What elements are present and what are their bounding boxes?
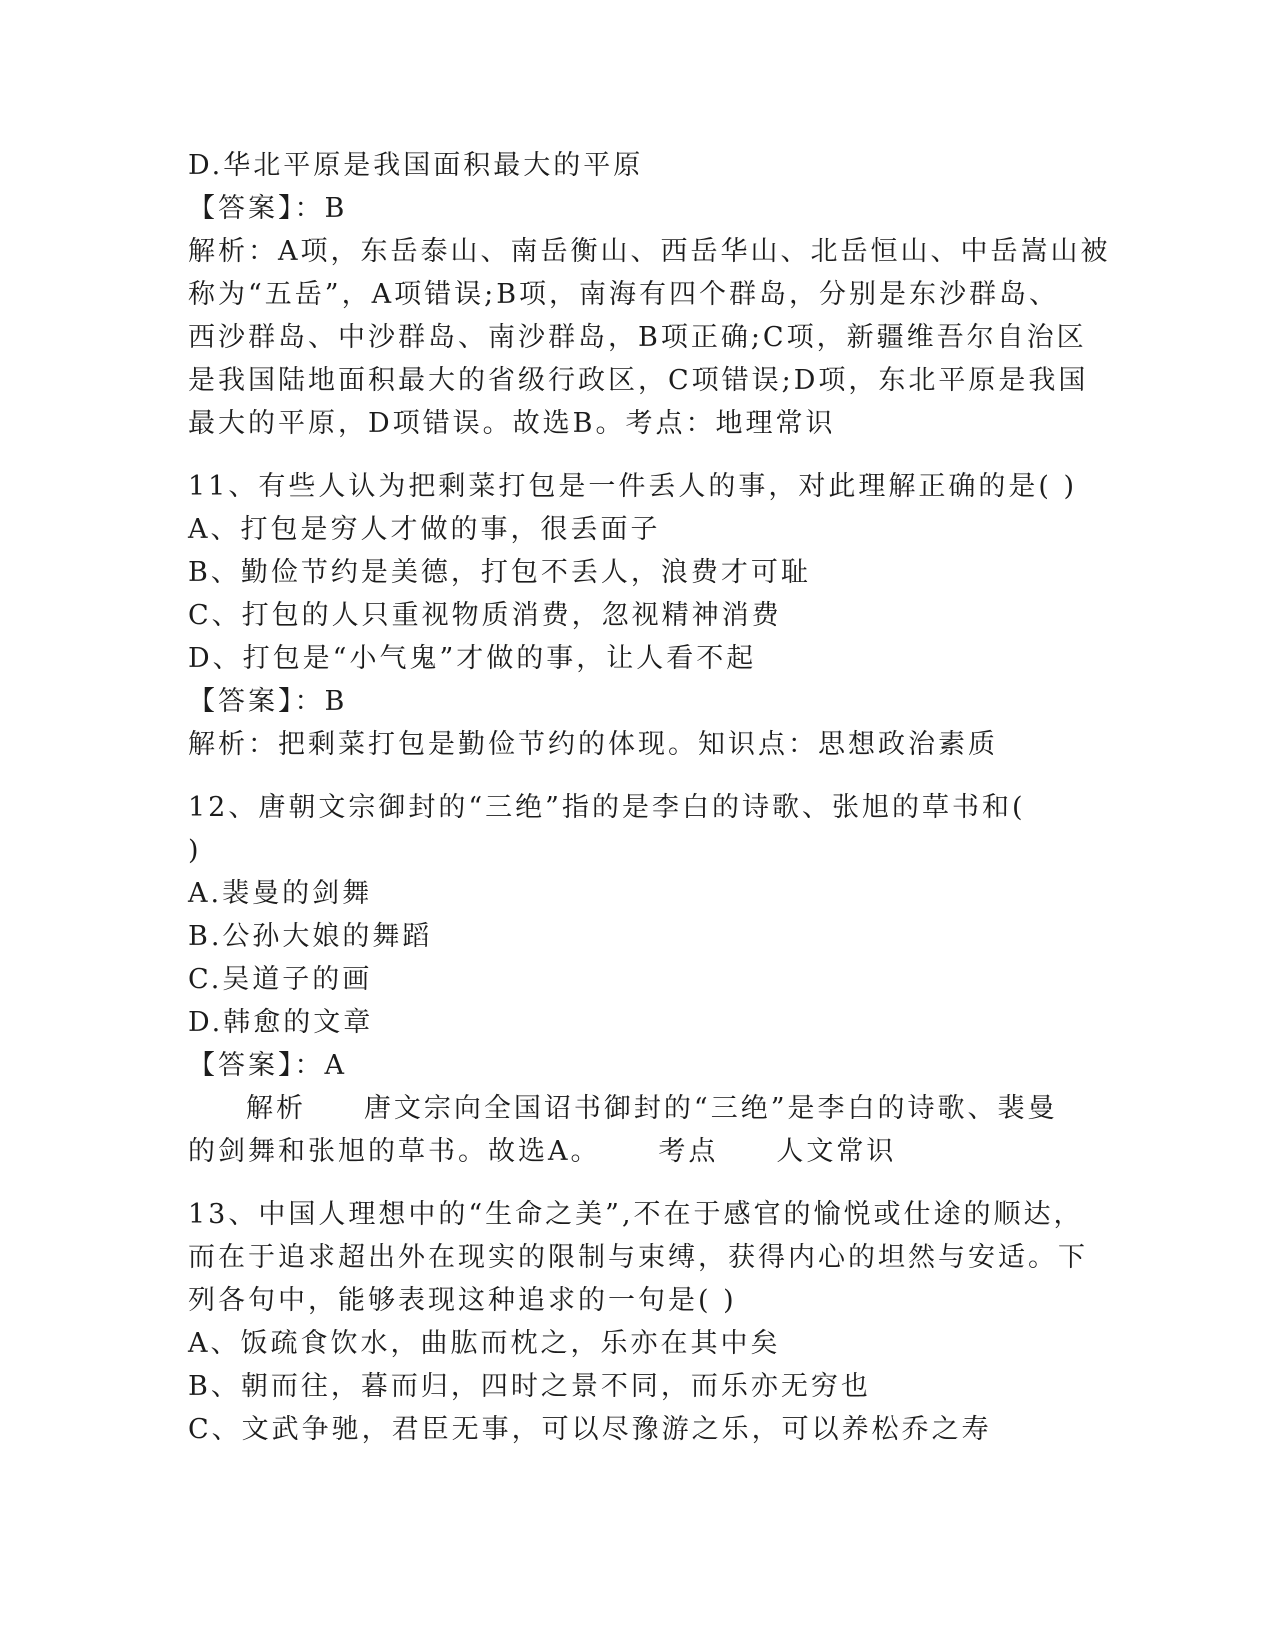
q11-question: 11、有些人认为把剩菜打包是一件丢人的事，对此理解正确的是( ) bbox=[188, 471, 1078, 502]
q13-question-line: 而在于追求超出外在现实的限制与束缚，获得内心的坦然与安适。下 bbox=[188, 1242, 1088, 1273]
q10-analysis-line: 是我国陆地面积最大的省级行政区，C项错误;D项，东北平原是我国 bbox=[188, 365, 1089, 396]
q10-answer: 【答案】：B bbox=[188, 193, 348, 224]
q11-option-d: D、打包是“小气鬼”才做的事，让人看不起 bbox=[188, 643, 757, 674]
spacer bbox=[188, 445, 1088, 465]
q11-answer: 【答案】：B bbox=[188, 686, 348, 717]
question-12 bbox=[188, 786, 1088, 1173]
spacer bbox=[188, 1173, 1088, 1193]
q13-question-line: 13、中国人理想中的“生命之美”,不在于感官的愉悦或仕途的顺达， bbox=[188, 1199, 1084, 1230]
q10-analysis-line: 西沙群岛、中沙群岛、南沙群岛，B项正确;C项，新疆维吾尔自治区 bbox=[188, 322, 1087, 353]
q12-option-a: A.裴曼的剑舞 bbox=[188, 878, 373, 909]
q10-analysis-line: 最大的平原，D项错误。故选B。考点：地理常识 bbox=[188, 408, 836, 439]
q12-option-d: D.韩愈的文章 bbox=[188, 1007, 374, 1038]
q10-analysis-line: 称为“五岳”，A项错误;B项，南海有四个群岛，分别是东沙群岛、 bbox=[188, 279, 1060, 310]
q12-analysis-line: 的剑舞和张旭的草书。故选A。 考点 人文常识 bbox=[188, 1136, 897, 1167]
spacer bbox=[188, 766, 1088, 786]
page-content bbox=[188, 144, 1111, 1451]
q13-question-line: 列各句中，能够表现这种追求的一句是( ) bbox=[188, 1285, 737, 1316]
q10-analysis-line: 解析：A项，东岳泰山、南岳衡山、西岳华山、北岳恒山、中岳嵩山被 bbox=[188, 236, 1111, 267]
q13-option-a: A、饭疏食饮水，曲肱而枕之，乐亦在其中矣 bbox=[188, 1328, 781, 1359]
q12-option-c: C.吴道子的画 bbox=[188, 964, 373, 995]
q12-question-line: ) bbox=[188, 835, 202, 866]
q12-answer: 【答案】：A bbox=[188, 1050, 347, 1081]
q13-option-b: B、朝而往，暮而归，四时之景不同，而乐亦无穷也 bbox=[188, 1371, 871, 1402]
q11-option-b: B、勤俭节约是美德，打包不丢人，浪费才可耻 bbox=[188, 557, 811, 588]
q11-option-c: C、打包的人只重视物质消费，忽视精神消费 bbox=[188, 600, 782, 631]
q11-analysis: 解析：把剩菜打包是勤俭节约的体现。知识点：思想政治素质 bbox=[188, 729, 998, 760]
q12-analysis-line: 解析 唐文宗向全国诏书御封的“三绝”是李白的诗歌、裴曼 bbox=[246, 1093, 1058, 1124]
question-10-tail bbox=[188, 144, 1111, 445]
question-11 bbox=[188, 465, 1088, 766]
q11-option-a: A、打包是穷人才做的事，很丢面子 bbox=[188, 514, 661, 545]
q12-question-line: 12、唐朝文宗御封的“三绝”指的是李白的诗歌、张旭的草书和( bbox=[188, 792, 1026, 823]
question-13 bbox=[188, 1193, 1088, 1451]
q13-option-c: C、文武争驰，君臣无事，可以尽豫游之乐，可以养松乔之寿 bbox=[188, 1414, 992, 1445]
q12-option-b: B.公孙大娘的舞蹈 bbox=[188, 921, 433, 952]
q10-option-d: D.华北平原是我国面积最大的平原 bbox=[188, 150, 644, 181]
